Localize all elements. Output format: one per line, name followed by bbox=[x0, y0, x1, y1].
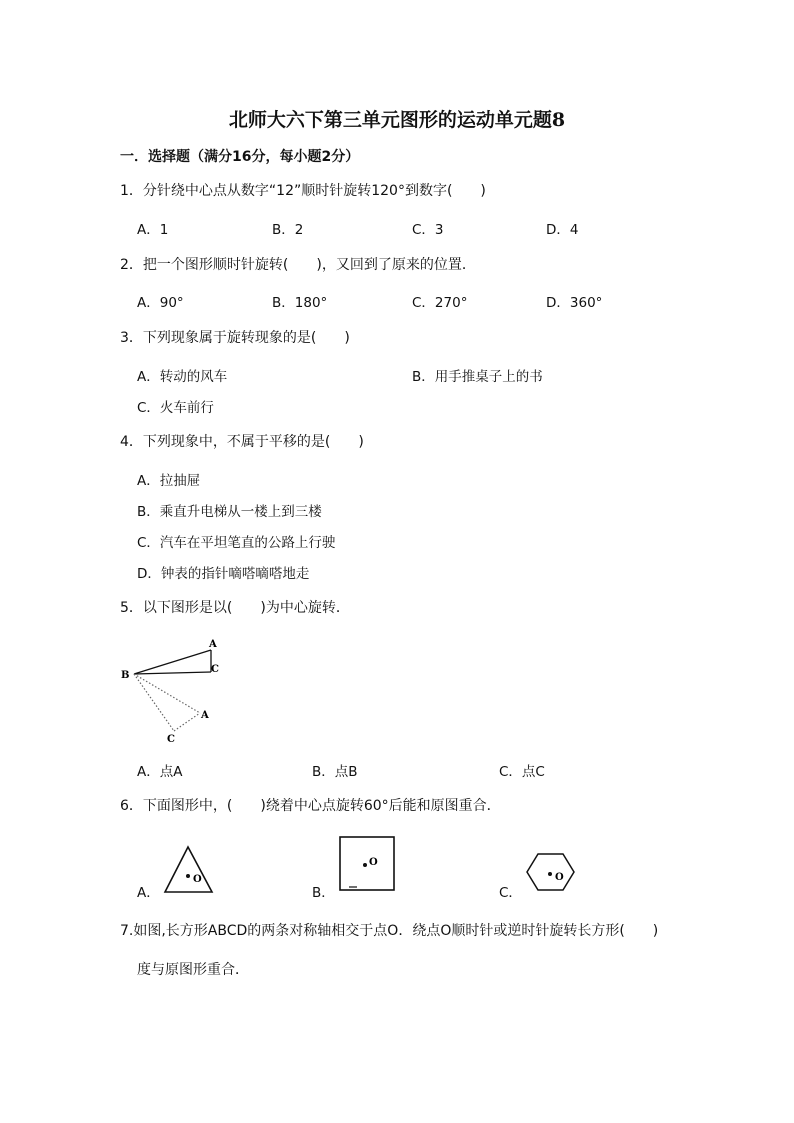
question-5-stem: 5．以下图形是以( )为中心旋转． bbox=[120, 600, 350, 616]
label-a-rotated: A bbox=[201, 710, 209, 721]
q2-option-c[interactable]: C．270° bbox=[412, 295, 468, 311]
question-1-stem: 1．分针绕中心点从数字“12”顺时针旋转120°到数字( ) bbox=[120, 183, 486, 199]
triangle-shape bbox=[162, 840, 218, 896]
q1-option-c[interactable]: C．3 bbox=[412, 222, 444, 238]
q1-option-a[interactable]: A．1 bbox=[137, 222, 169, 238]
q2-option-a[interactable]: A．90° bbox=[137, 295, 184, 311]
q1-option-b[interactable]: B．2 bbox=[272, 222, 304, 238]
q4-option-b[interactable]: B．乘直升电梯从一楼上到三楼 bbox=[137, 504, 322, 520]
question-7-stem-continued: 度与原图形重合． bbox=[137, 962, 249, 978]
question-6-stem: 6．下面图形中，( )绕着中心点旋转60°后能和原图重合． bbox=[120, 798, 501, 814]
label-c-original: C bbox=[211, 664, 219, 675]
q6-option-a[interactable]: A． bbox=[137, 885, 160, 901]
page-title: 北师大六下第三单元图形的运动单元题8 bbox=[228, 109, 566, 131]
q4-option-d[interactable]: D．钟表的指针嘀嗒嘀嗒地走 bbox=[137, 566, 310, 582]
triangle-center-label: O bbox=[193, 874, 202, 885]
q5-option-b[interactable]: B．点B bbox=[312, 764, 358, 780]
q6-option-b[interactable]: B． bbox=[312, 885, 335, 901]
label-b: B bbox=[121, 670, 130, 681]
question-4-stem: 4．下列现象中，不属于平移的是( ) bbox=[120, 434, 364, 450]
label-a-original: A bbox=[209, 639, 217, 650]
rotation-triangle-figure bbox=[118, 632, 228, 744]
q6-option-c[interactable]: C． bbox=[499, 885, 522, 901]
section-heading: 一．选择题（满分16分，每小题2分） bbox=[120, 149, 360, 165]
question-7-stem: 7.如图,长方形ABCD的两条对称轴相交于点O．绕点O顺时针或逆时针旋转长方形( ) bbox=[120, 923, 659, 939]
label-c-rotated: C bbox=[167, 734, 175, 744]
q4-option-a[interactable]: A．拉抽屉 bbox=[137, 473, 201, 489]
question-2-stem: 2．把一个图形顺时针旋转( )，又回到了原来的位置． bbox=[120, 257, 476, 273]
hexagon-center-label: O bbox=[555, 872, 564, 883]
q3-option-a[interactable]: A．转动的风车 bbox=[137, 369, 228, 385]
hexagon-shape bbox=[524, 851, 578, 895]
question-3-stem: 3．下列现象属于旋转现象的是( ) bbox=[120, 330, 350, 346]
q2-option-d[interactable]: D．360° bbox=[546, 295, 603, 311]
q3-option-b[interactable]: B．用手推桌子上的书 bbox=[412, 369, 543, 385]
q3-option-c[interactable]: C．火车前行 bbox=[137, 400, 214, 416]
q5-option-a[interactable]: A．点A bbox=[137, 764, 183, 780]
q1-option-d[interactable]: D．4 bbox=[546, 222, 579, 238]
q5-option-c[interactable]: C．点C bbox=[499, 764, 545, 780]
q4-option-c[interactable]: C．汽车在平坦笔直的公路上行驶 bbox=[137, 535, 336, 551]
square-center-label: O bbox=[369, 857, 378, 868]
square-shape bbox=[337, 834, 399, 894]
q2-option-b[interactable]: B．180° bbox=[272, 295, 328, 311]
